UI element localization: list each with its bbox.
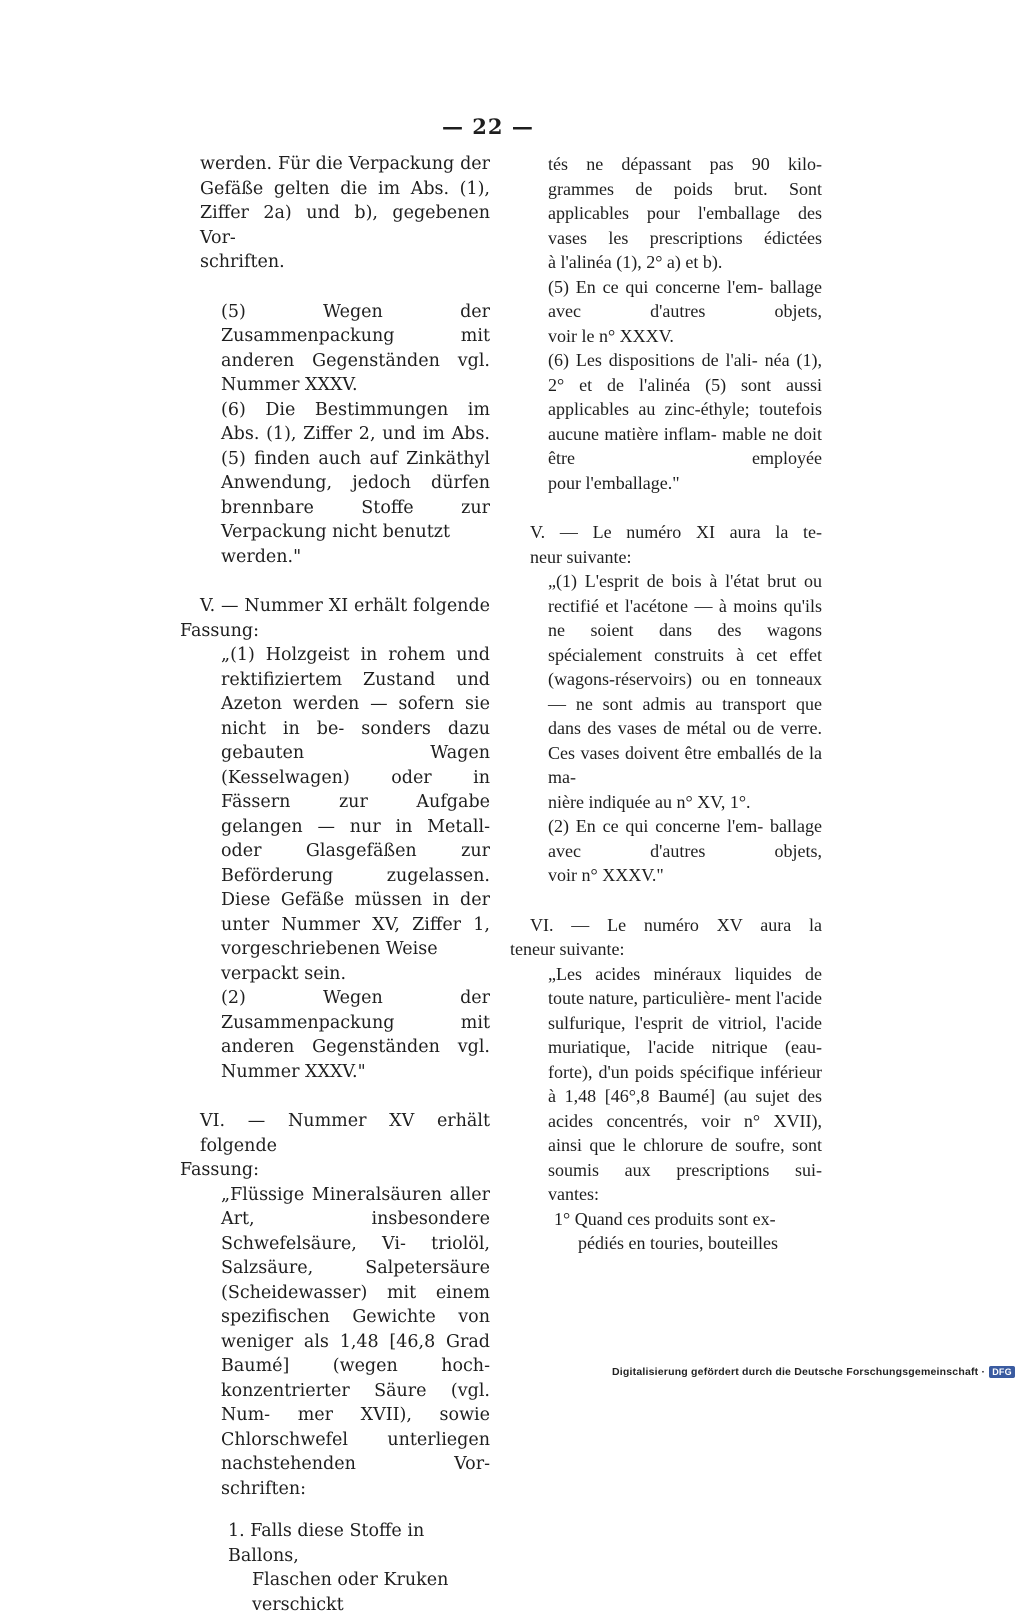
french-paragraph-5-end: voir le n° XXXV.: [548, 325, 674, 346]
french-section-vi-heading-2: teneur suivante:: [510, 939, 625, 959]
french-section-vi-para-1: „Les acides minéraux liquides de toute nature, particulière- ment l'acide sulfurique, l'esprit de vitriol, l'acide muriatique, l'acide nitrique (eau-forte), d'un poids spécifique inférieur à 1,48 [46°,8 Baumé] (au sujet des acides concentrés, voir n° XVII), ainsi que le chlorure de soufre, sont soumis aux prescriptions sui-: [548, 963, 822, 1180]
french-section-v-para-2-end: voir n° XXXV.": [548, 865, 664, 885]
french-section-v-heading: V. — Le numéro XI aura la te-: [530, 522, 822, 542]
german-section-v-para-2: (2) Wegen der Zusammenpackung mit anderen Gegenständen vgl.: [221, 988, 490, 1057]
french-column: [510, 152, 822, 1256]
german-section-v-para-2-end: Nummer XXXV.": [221, 1061, 366, 1082]
french-paragraph-6-end: pour l'emballage.": [548, 472, 680, 493]
german-section-v-para-1-end: vorgeschriebenen Weise verpackt sein.: [221, 939, 438, 984]
german-paragraph-1: werden. Für die Verpackung der Gefäße gelten die im Abs. (1), Ziffer 2a) und b), gegebenen Vor-: [200, 154, 490, 248]
german-section-vi-heading-2: Fassung:: [180, 1160, 259, 1180]
german-column: [180, 152, 490, 1617]
german-paragraph-5-end: Nummer XXXV.: [221, 375, 358, 395]
german-paragraph-6: (6) Die Bestimmungen im Abs. (1), Ziffer 2, und im Abs. (5) finden auch auf Zinkäthyl Anwendung, jedoch dürfen brennbare Stoffe zur: [221, 399, 490, 518]
german-paragraph-6-end: Verpackung nicht benutzt werden.": [221, 522, 451, 567]
german-section-v-heading-2: Fassung:: [180, 620, 259, 641]
french-list-item-1-cont: pédiés en touries, bouteilles: [578, 1233, 778, 1253]
french-paragraph-6: (6) Les dispositions de l'ali- néa (1), 2° et de l'alinéa (5) sont aussi applicables au zinc-éthyle; toutefois aucune matière inflam- mable ne doit être employée: [548, 350, 822, 468]
german-section-vi-para-1-end: schriften:: [221, 1478, 307, 1499]
page-number: — 22 —: [442, 114, 534, 139]
french-section-v-heading-2: neur suivante:: [530, 546, 632, 567]
german-list-item-1: 1. Falls diese Stoffe in Ballons,: [228, 1521, 425, 1566]
french-list-item-1: 1° Quand ces produits sont ex-: [554, 1208, 776, 1229]
german-section-vi-heading: VI. — Nummer XV erhält folgende: [200, 1111, 490, 1156]
french-section-vi-para-1-end: vantes:: [548, 1184, 599, 1204]
french-section-v-para-2: (2) En ce qui concerne l'em- ballage avec d'autres objets,: [548, 816, 822, 861]
german-list-item-1-cont: Flaschen oder Kruken verschickt: [252, 1570, 449, 1615]
dfg-logo: DFG: [989, 1366, 1015, 1378]
french-paragraph-5: (5) En ce qui concerne l'em- ballage avec d'autres objets,: [548, 276, 822, 321]
german-paragraph-5: (5) Wegen der Zusammenpackung mit anderen Gegenständen vgl.: [221, 301, 490, 371]
german-section-vi-para-1: „Flüssige Mineralsäuren aller Art, insbesondere Schwefelsäure, Vi- triolöl, Salzsäure, Salpetersäure (Scheidewasser) mit einem spezifischen Gewichte von weniger als 1,48 [46,8 Grad Baumé] (wegen hoch- konzentrierter Säure (vgl. Num- mer XVII), sowie Chlorschwefel unterliegen nachstehenden Vor-: [221, 1184, 490, 1474]
german-section-v-heading: V. — Nummer XI erhält folgende: [200, 596, 490, 616]
digitization-footer: [612, 1366, 1015, 1378]
french-paragraph-1: tés ne dépassant pas 90 kilo- grammes de poids brut. Sont applicables pour l'emballage des vases les prescriptions édictées: [548, 154, 822, 248]
french-section-v-para-1: „(1) L'esprit de bois à l'état brut ou rectifié et l'acétone — à moins qu'ils ne soient dans des wagons spécialement construits à cet effet (wagons-réservoirs) ou en tonneaux — ne sont admis au transport que dans des vases de métal ou de verre. Ces vases doivent être emballés de la ma-: [548, 571, 822, 787]
french-section-v-para-1-end: nière indiquée au n° XV, 1°.: [548, 791, 751, 812]
french-paragraph-1-end: à l'alinéa (1), 2° a) et b).: [548, 252, 723, 272]
german-section-v-para-1: „(1) Holzgeist in rohem und rektifiziertem Zustand und Azeton werden — sofern sie nicht in be- sonders dazu gebauten Wagen (Kesselwagen) oder in Fässern zur Aufgabe gelangen — nur in Metall- oder Glasgefäßen zur Beförderung zugelassen. Diese Gefäße müssen in der unter Nummer XV, Ziffer 1,: [221, 645, 490, 935]
footer-text: Digitalisierung gefördert durch die Deutsche Forschungsgemeinschaft ·: [612, 1366, 986, 1378]
german-paragraph-1-end: schriften.: [200, 252, 285, 272]
french-section-vi-heading: VI. — Le numéro XV aura la: [530, 914, 822, 935]
